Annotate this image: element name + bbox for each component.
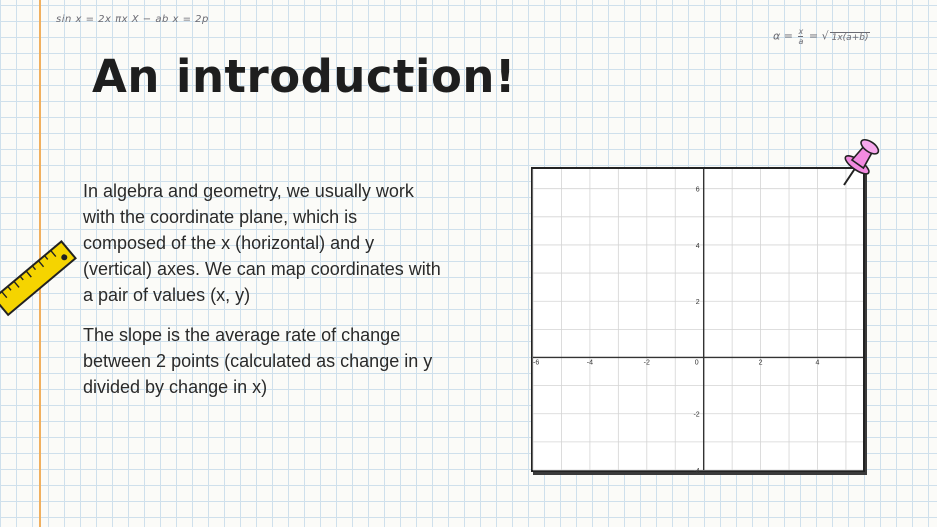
equation-fraction [798,27,803,46]
y-tick-label: 6 [695,186,700,194]
slide-body [83,178,443,414]
slide-title: An introduction! [92,50,516,103]
x-tick-label: 2 [758,359,763,367]
fraction-numerator: x [798,27,804,36]
y-tick-label: 4 [695,242,700,250]
equation-equals: = [805,29,822,43]
y-tick-label: -2 [693,411,700,419]
x-tick-label: 0 [694,359,699,367]
handwritten-equation-right: α = $\frac{x}{a}$ = √ 1x(a+b) [773,27,869,46]
y-tick-label: 2 [695,299,700,307]
coordinate-plane-graph [531,167,865,475]
x-tick-label: -6 [533,359,540,367]
x-tick-label: -4 [586,359,594,367]
equation-root: 1x(a+b) [831,32,869,43]
handwritten-equation-left: sin x = 2x πx X − ab x = 2p [56,14,209,25]
graph-canvas [533,169,863,475]
paragraph-slope: The slope is the average rate of change between 2 points (calculated as change in y divided by change in x) [83,325,433,397]
push-pin-icon [836,133,888,193]
equation-prefix: α = [773,29,797,43]
fraction-denominator: a [798,37,804,46]
paragraph-coordinate-plane: In algebra and geometry, we usually work with the coordinate plane, which is composed of the x (horizontal) and y (vertical) axes. We can map coordinates with a pair of values (x, y) [83,181,441,305]
x-tick-label: 4 [815,359,820,367]
x-tick-label: -2 [643,359,650,367]
y-tick-label: -4 [693,468,700,475]
